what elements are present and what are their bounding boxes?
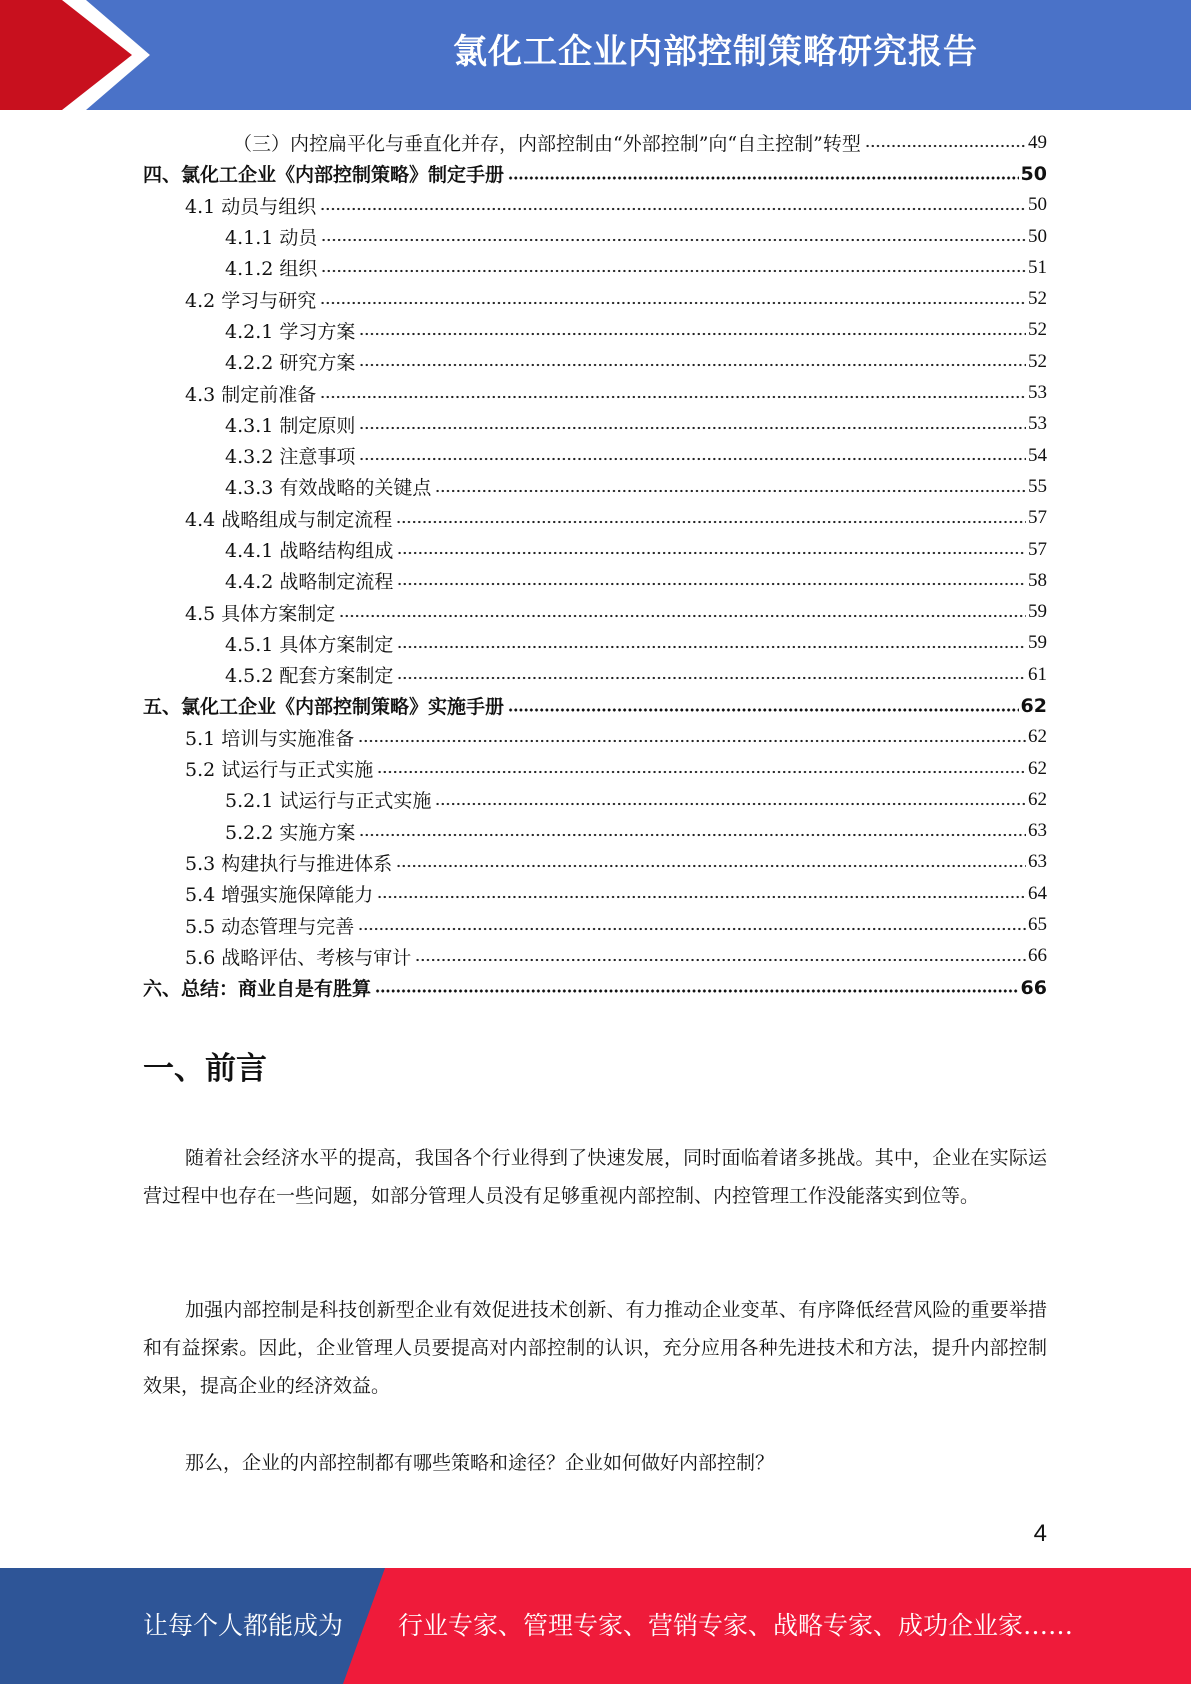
toc-entry-page: 53 <box>1028 382 1047 404</box>
toc-entry-page: 63 <box>1028 851 1047 873</box>
toc-entry-page: 50 <box>1028 225 1047 247</box>
toc-entry[interactable] <box>143 784 1047 815</box>
toc-entry-page: 62 <box>1028 788 1047 810</box>
toc-entry-page: 50 <box>1028 194 1047 216</box>
toc-dot-leader <box>435 801 1026 807</box>
toc-dot-leader <box>435 488 1026 494</box>
toc-entry-page: 55 <box>1028 475 1047 497</box>
toc-entry-label: 4.3.3 有效战略的关键点 <box>225 477 432 500</box>
toc-dot-leader <box>377 769 1026 775</box>
toc-entry-page: 49 <box>1028 131 1047 153</box>
toc-entry-page: 52 <box>1028 288 1047 310</box>
toc-dot-leader <box>397 675 1026 681</box>
toc-entry-page: 57 <box>1028 538 1047 560</box>
toc-entry-page: 51 <box>1028 256 1047 278</box>
toc-entry[interactable] <box>143 722 1047 753</box>
toc-entry-label: 4.1 动员与组织 <box>185 195 317 218</box>
toc-entry-label: 4.4.2 战略制定流程 <box>225 571 394 594</box>
toc-entry[interactable] <box>143 659 1047 690</box>
toc-entry[interactable] <box>143 158 1047 189</box>
toc-entry-label: 5.4 增强实施保障能力 <box>185 884 374 907</box>
toc-entry-label: 5.2 试运行与正式实施 <box>185 759 374 782</box>
toc-entry-page: 53 <box>1028 413 1047 435</box>
toc-entry-label: 4.5 具体方案制定 <box>185 602 336 625</box>
toc-entry-label: 5.6 战略评估、考核与审计 <box>185 946 412 969</box>
toc-entry-label: 4.2.1 学习方案 <box>225 320 356 343</box>
toc-entry-label: 4.1.2 组织 <box>225 258 318 281</box>
toc-entry-label: 4.4.1 战略结构组成 <box>225 540 394 562</box>
toc-entry[interactable] <box>143 628 1047 659</box>
toc-entry-label: 4.5.2 配套方案制定 <box>225 665 394 688</box>
toc-entry[interactable] <box>143 909 1047 940</box>
page-footer <box>0 1568 1191 1684</box>
toc-entry-page: 54 <box>1028 444 1047 466</box>
page-number: 4 <box>1033 1520 1047 1547</box>
toc-entry-label: 4.2 学习与研究 <box>185 289 317 312</box>
paragraph-1: 随着社会经济水平的提高，我国各个行业得到了快速发展，同时面临着诸多挑战。其中，企业在实际运营过程中也存在一些问题，如部分管理人员没有足够重视内部控制、内控管理工作没能落实到位等。 <box>143 1147 1047 1207</box>
toc-entry-page: 66 <box>1020 976 1047 999</box>
toc-entry[interactable] <box>143 941 1047 972</box>
toc-dot-leader <box>339 613 1026 619</box>
toc-entry-page: 63 <box>1028 820 1047 842</box>
toc-dot-leader <box>320 394 1026 400</box>
paragraph-2: 加强内部控制是科技创新型企业有效促进技术创新、有力推动企业变革、有序降低经营风险的重要举措和有益探索。因此，企业管理人员要提高对内部控制的认识，充分应用各种先进技术和方法，提升内部控制效果，提高企业的经济效益。 <box>143 1299 1047 1397</box>
toc-entry-label: 5.3 构建执行与推进体系 <box>185 852 393 875</box>
toc-dot-leader <box>320 300 1026 306</box>
toc-entry[interactable] <box>143 878 1047 909</box>
toc-entry[interactable] <box>143 847 1047 878</box>
toc-dot-leader <box>508 175 1019 181</box>
toc-entry-page: 59 <box>1028 601 1047 623</box>
document-title: 氯化工企业内部控制策略研究报告 <box>453 32 978 72</box>
toc-dot-leader <box>396 863 1026 869</box>
toc-entry-label: （三）内控扁平化与垂直化并存，内部控制由“外部控制”向“自主控制”转型 <box>233 133 861 156</box>
toc-entry[interactable] <box>143 565 1047 596</box>
toc-entry-label: 4.3 制定前准备 <box>185 383 317 406</box>
toc-entry[interactable] <box>143 377 1047 408</box>
toc-dot-leader <box>377 894 1026 900</box>
toc-entry-label: 5.2.1 试运行与正式实施 <box>225 790 432 813</box>
toc-dot-leader <box>359 362 1026 368</box>
toc-entry[interactable] <box>143 972 1047 1003</box>
toc-entry[interactable] <box>143 346 1047 377</box>
toc-entry[interactable] <box>143 127 1047 158</box>
toc-dot-leader <box>359 456 1026 462</box>
toc-entry-page: 52 <box>1028 350 1047 372</box>
footer-slogan-left: 让每个人都能成为 <box>143 1611 344 1640</box>
page-header <box>0 0 1191 110</box>
toc-entry-page: 65 <box>1028 914 1047 936</box>
toc-dot-leader <box>359 331 1026 337</box>
toc-entry-page: 59 <box>1028 632 1047 654</box>
toc-entry-label: 5.2.2 实施方案 <box>225 821 356 844</box>
toc-entry-label: 五、氯化工企业《内部控制策略》实施手册 <box>143 696 505 719</box>
toc-entry-label: 4.4 战略组成与制定流程 <box>185 508 393 531</box>
toc-entry[interactable] <box>143 596 1047 627</box>
toc-entry-page: 52 <box>1028 319 1047 341</box>
toc-entry-page: 61 <box>1028 663 1047 685</box>
toc-dot-leader <box>359 832 1026 838</box>
footer-slogan-right: 行业专家、管理专家、营销专家、战略专家、成功企业家…… <box>398 1611 1074 1640</box>
toc-entry[interactable] <box>143 283 1047 314</box>
section-heading: 一、前言 <box>143 1051 267 1087</box>
toc-entry-label: 5.1 培训与实施准备 <box>185 727 355 750</box>
toc-dot-leader <box>320 206 1026 212</box>
toc-dot-leader <box>396 519 1026 525</box>
paragraph-3: 那么，企业的内部控制都有哪些策略和途径？企业如何做好内部控制？ <box>185 1452 775 1474</box>
toc-dot-leader <box>358 738 1026 744</box>
toc-entry[interactable] <box>143 252 1047 283</box>
toc-entry[interactable] <box>143 221 1047 252</box>
toc-dot-leader <box>397 644 1026 650</box>
toc-entry[interactable] <box>143 534 1047 565</box>
toc-entry[interactable] <box>143 190 1047 221</box>
toc-dot-leader <box>358 926 1026 932</box>
toc-entry-label: 4.3.2 注意事项 <box>225 446 356 469</box>
toc-entry-label: 5.5 动态管理与完善 <box>185 915 355 938</box>
toc-entry-page: 58 <box>1028 569 1047 591</box>
toc-entry-label: 4.2.2 研究方案 <box>225 352 356 375</box>
toc-dot-leader <box>415 957 1026 963</box>
toc-entry-page: 62 <box>1028 757 1047 779</box>
toc-dot-leader <box>375 988 1019 994</box>
toc-entry-page: 64 <box>1028 882 1047 904</box>
toc-dot-leader <box>321 237 1026 243</box>
toc-entry[interactable] <box>143 816 1047 847</box>
toc-entry[interactable] <box>143 440 1047 471</box>
toc-entry-label: 四、氯化工企业《内部控制策略》制定手册 <box>143 164 505 187</box>
toc-entry-page: 62 <box>1020 694 1047 717</box>
toc-dot-leader <box>397 581 1026 587</box>
toc-entry-label: 4.5.1 具体方案制定 <box>225 633 394 656</box>
toc-dot-leader <box>321 268 1026 274</box>
toc-entry-label: 4.3.1 制定原则 <box>225 414 356 437</box>
toc-entry[interactable] <box>143 471 1047 502</box>
toc-dot-leader <box>359 425 1026 431</box>
toc-entry-page: 57 <box>1028 507 1047 529</box>
toc-entry-page: 66 <box>1028 945 1047 967</box>
toc-dot-leader <box>865 143 1026 149</box>
toc-entry[interactable] <box>143 690 1047 721</box>
toc-entry-page: 50 <box>1020 162 1047 185</box>
toc-entry[interactable] <box>143 315 1047 346</box>
toc-dot-leader <box>508 707 1019 713</box>
toc-entry-label: 六、总结：商业自是有胜算 <box>143 978 372 1001</box>
toc-entry[interactable] <box>143 503 1047 534</box>
toc-entry-page: 62 <box>1028 726 1047 748</box>
toc-dot-leader <box>397 550 1026 556</box>
toc-entry[interactable] <box>143 409 1047 440</box>
toc-entry-label: 4.1.1 动员 <box>225 227 318 250</box>
table-of-contents <box>143 127 1047 1003</box>
toc-entry[interactable] <box>143 753 1047 784</box>
